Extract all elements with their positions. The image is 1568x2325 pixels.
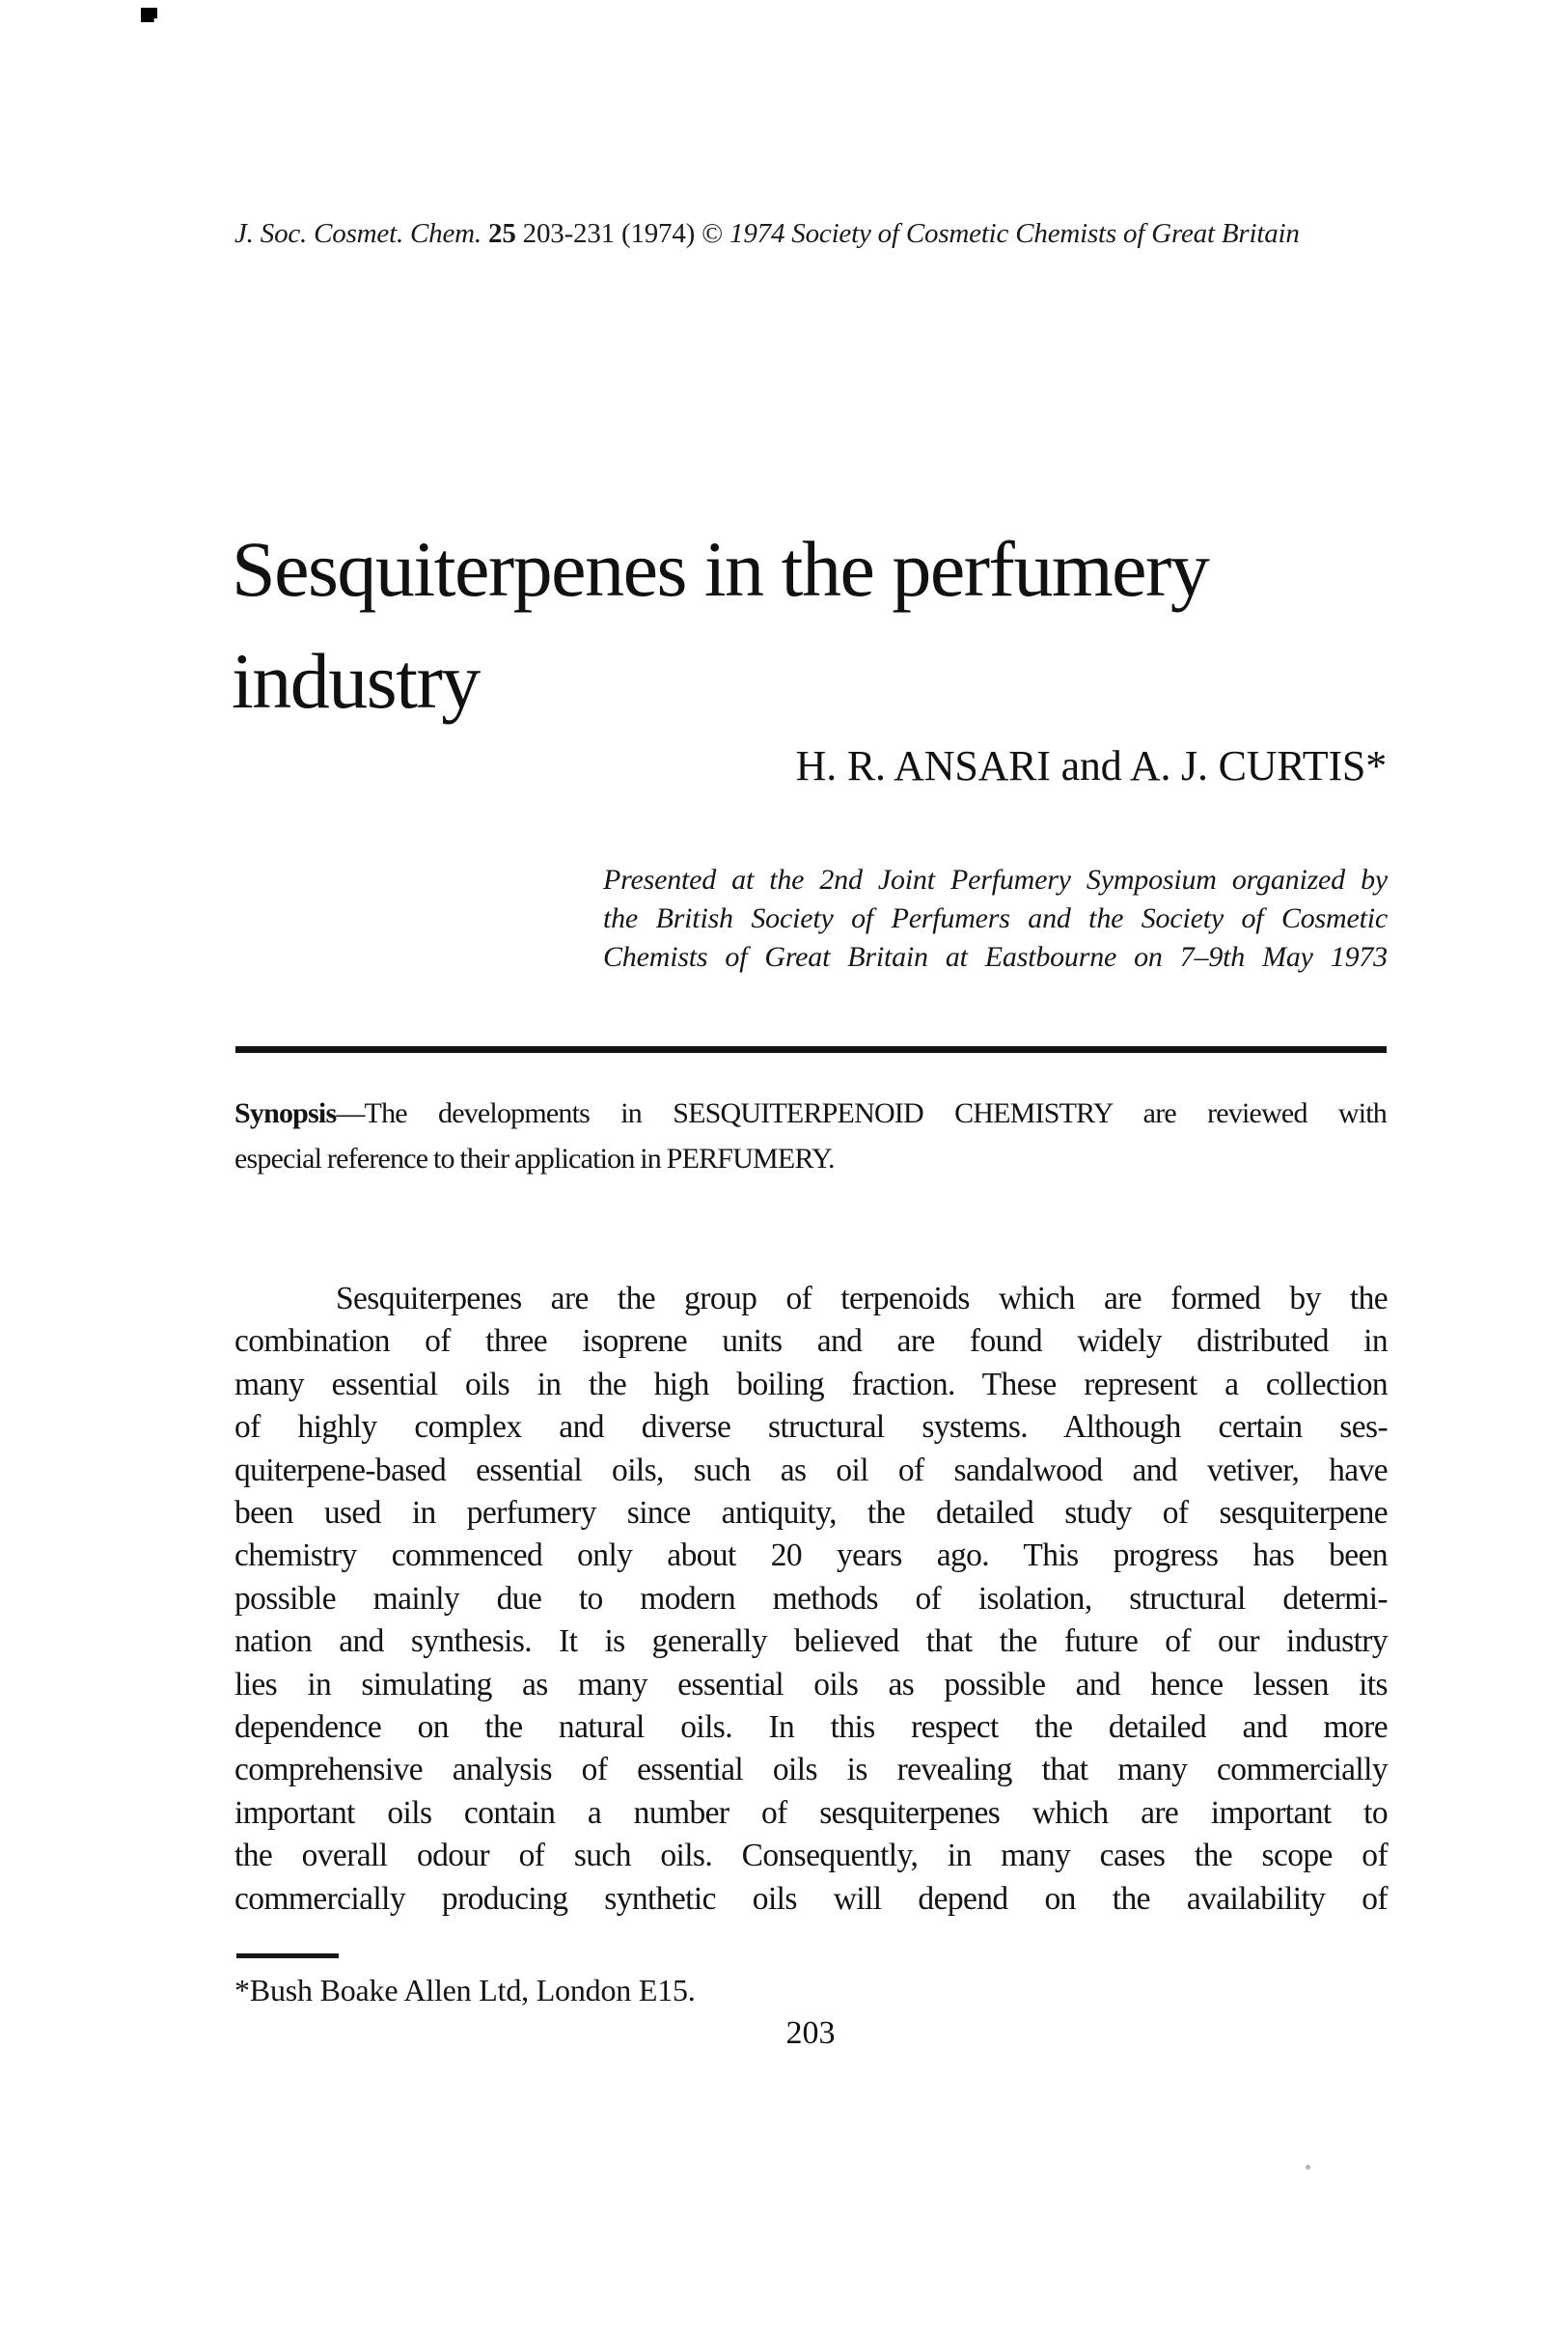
volume-number: 25 — [488, 218, 516, 249]
presentation-note-line: Chemists of Great Britain at Eastbourne on 7–9th May 1973 — [603, 941, 1388, 973]
synopsis-label: Synopsis — [234, 1097, 337, 1129]
copyright-icon: © — [701, 218, 730, 249]
body-line: dependence on the natural oils. In this respect the detailed and more — [234, 1709, 1388, 1746]
title-line-1: Sesquiterpenes in the perfumery — [232, 525, 1209, 613]
body-line: lies in simulating as many essential oils as possible and hence lessen its — [234, 1666, 1388, 1702]
body-line: nation and synthesis. It is generally believed that the future of our industry — [234, 1623, 1388, 1660]
separator-rule — [235, 1046, 1387, 1053]
page-range: 203-231 (1974) — [515, 218, 702, 249]
body-paragraph — [234, 1278, 1388, 1921]
journal-citation — [234, 216, 1402, 251]
synopsis-line-1 — [234, 1091, 1387, 1136]
synopsis — [234, 1091, 1387, 1181]
body-line: commercially producing synthetic oils will depend on the availability of — [234, 1880, 1388, 1917]
body-line: comprehensive analysis of essential oils is revealing that many commercially — [234, 1752, 1388, 1788]
footnote: *Bush Boake Allen Ltd, London E15. — [234, 1973, 696, 2007]
synopsis-text: —The developments in SESQUITERPENOID CHEMISTRY are reviewed with — [336, 1097, 1387, 1129]
body-line: of highly complex and diverse structural systems. Although certain ses- — [234, 1409, 1388, 1446]
body-line: quiterpene-based essential oils, such as oil of sandalwood and vetiver, have — [234, 1452, 1388, 1488]
body-line: Sesquiterpenes are the group of terpenoids which are formed by the — [336, 1281, 1388, 1316]
page-number: 203 — [785, 2015, 836, 2051]
body-line: the overall odour of such oils. Consequently, in many cases the scope of — [234, 1838, 1388, 1874]
body-line: been used in perfumery since antiquity, the detailed study of sesquiterpene — [234, 1495, 1388, 1532]
scan-mark — [141, 8, 157, 22]
body-line: important oils contain a number of sesquiterpenes which are important to — [234, 1794, 1388, 1831]
body-line: chemistry commenced only about 20 years ago. This progress has been — [234, 1537, 1388, 1574]
footnote-rule — [236, 1953, 339, 1958]
presentation-note-line: Presented at the 2nd Joint Perfumery Symposium organized by — [603, 864, 1388, 896]
article-title — [232, 513, 1438, 737]
society-name: 1974 Society of Cosmetic Chemists of Great Britain — [729, 218, 1300, 249]
scan-speck — [1306, 2165, 1310, 2170]
journal-name: J. Soc. Cosmet. Chem. — [234, 218, 489, 249]
body-line: possible mainly due to modern methods of isolation, structural determi- — [234, 1580, 1388, 1617]
authors-line: H. R. ANSARI and A. J. CURTIS* — [795, 742, 1387, 789]
body-line: combination of three isoprene units and are found widely distributed in — [234, 1323, 1388, 1360]
body-line: many essential oils in the high boiling fraction. These represent a collection — [234, 1366, 1388, 1402]
presentation-note — [603, 861, 1388, 977]
synopsis-line-2: especial reference to their application in PERFUMERY. — [234, 1143, 835, 1175]
presentation-note-line: the British Society of Perfumers and the Society of Cosmetic — [603, 902, 1388, 934]
title-line-2: industry — [232, 637, 480, 725]
